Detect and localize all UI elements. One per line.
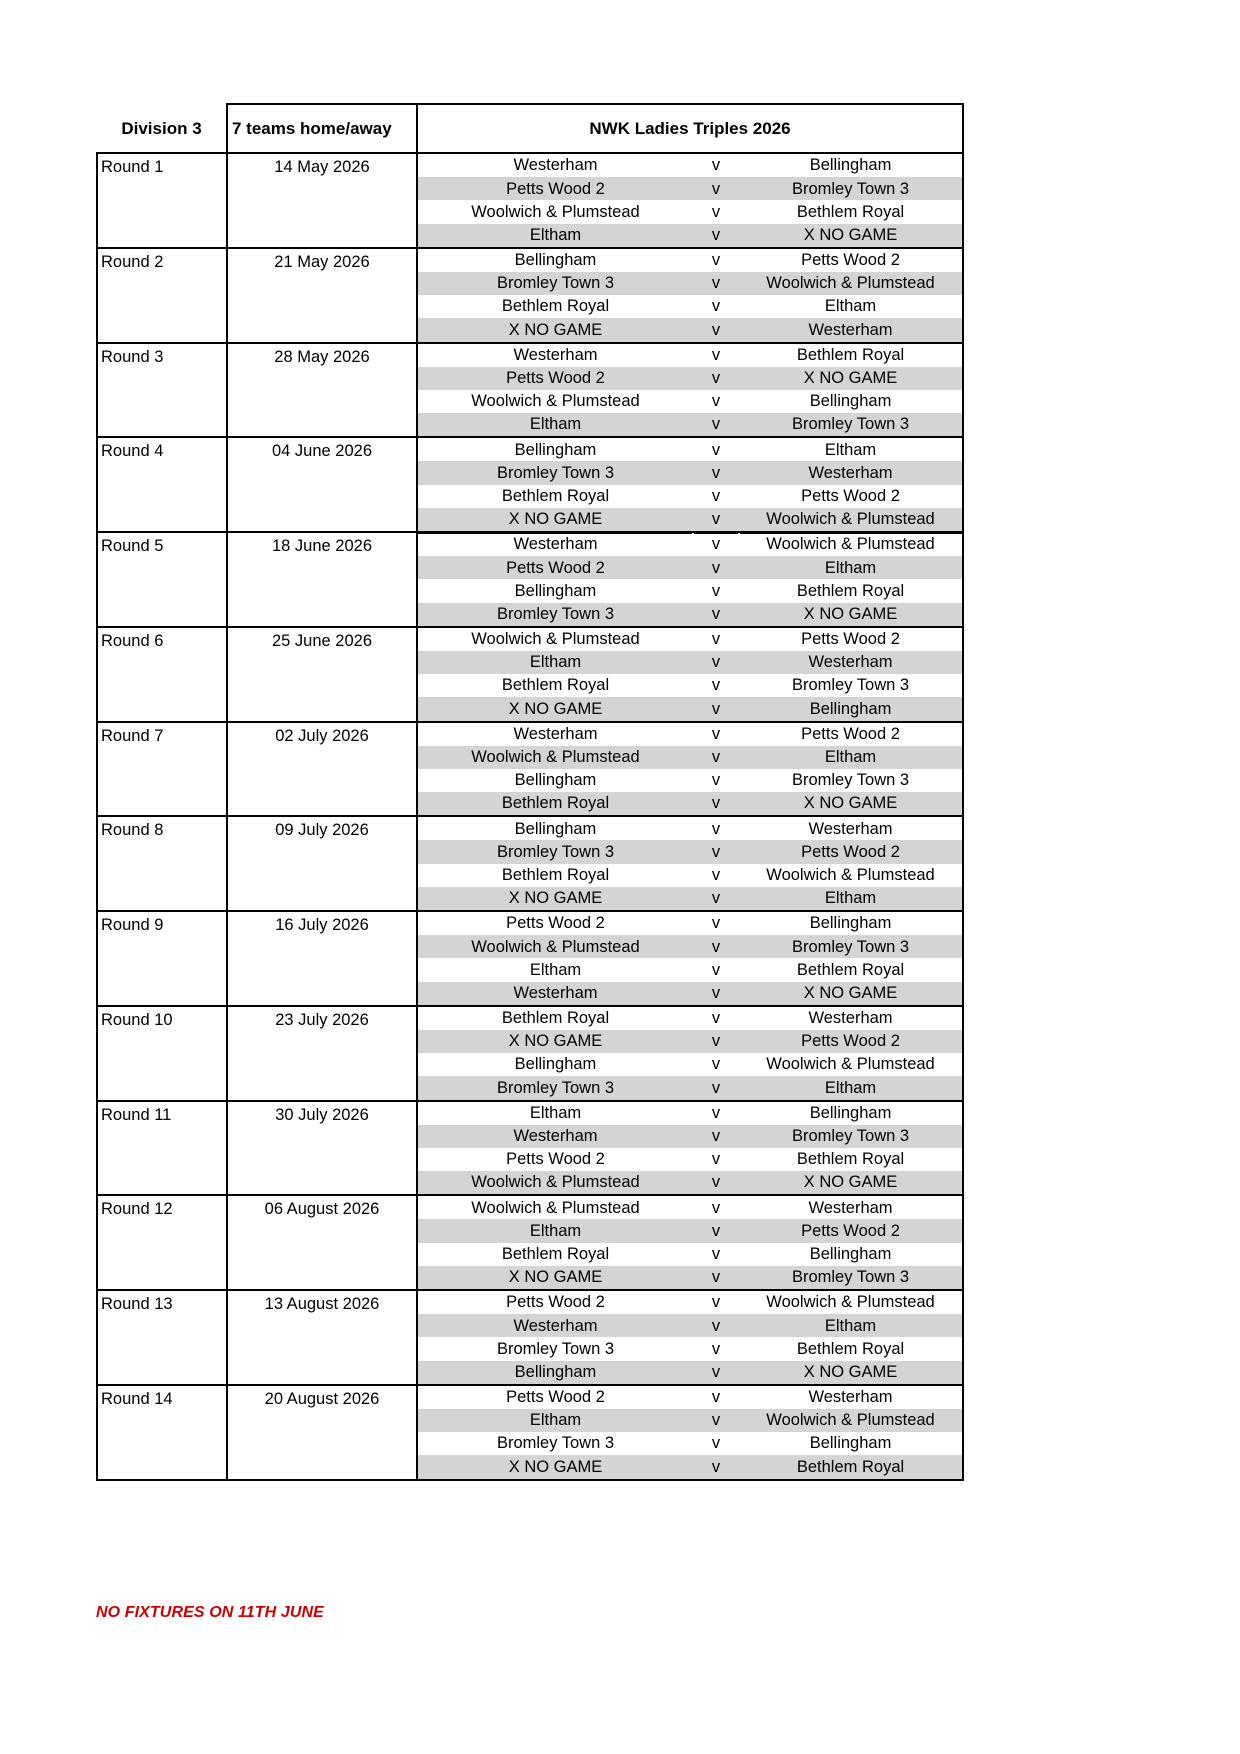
round-label: Round 8 — [97, 816, 227, 911]
round-date: 28 May 2026 — [227, 343, 417, 438]
round-label: Round 13 — [97, 1290, 227, 1385]
away-team: Bethlem Royal — [739, 343, 963, 367]
fixture-row — [97, 627, 963, 651]
round-label: Round 2 — [97, 248, 227, 343]
home-team: Bromley Town 3 — [417, 1337, 693, 1360]
home-team: X NO GAME — [417, 508, 693, 532]
home-team: Bethlem Royal — [417, 1243, 693, 1266]
round-date: 13 August 2026 — [227, 1290, 417, 1385]
versus-separator: v — [711, 440, 721, 459]
round-date: 04 June 2026 — [227, 437, 417, 532]
round-label: Round 11 — [97, 1101, 227, 1196]
versus-separator: v — [693, 887, 739, 911]
versus-separator: v — [693, 413, 739, 437]
away-team: Bellingham — [739, 911, 963, 935]
fixtures-table — [96, 103, 964, 1481]
home-team: Bethlem Royal — [417, 674, 693, 697]
home-team: Westerham — [417, 343, 693, 367]
home-team: Bethlem Royal — [417, 792, 693, 816]
versus-separator: v — [711, 1055, 721, 1074]
away-team: Bellingham — [739, 153, 963, 177]
home-team: Eltham — [417, 651, 693, 674]
versus-separator: v — [711, 581, 721, 600]
away-team: X NO GAME — [739, 1361, 963, 1385]
fixture-row — [97, 1101, 963, 1125]
versus-separator: v — [693, 746, 739, 769]
away-team: Westerham — [739, 1195, 963, 1219]
home-team: Eltham — [417, 1101, 693, 1125]
away-team: Bellingham — [739, 697, 963, 721]
fixture-row — [97, 1385, 963, 1409]
home-team: Bellingham — [417, 1361, 693, 1385]
away-team: X NO GAME — [739, 603, 963, 627]
versus-separator: v — [711, 865, 721, 884]
versus-separator: v — [711, 156, 721, 175]
away-team: Bromley Town 3 — [739, 674, 963, 697]
away-team: Eltham — [739, 887, 963, 911]
versus-separator: v — [693, 177, 739, 200]
away-team: Eltham — [739, 746, 963, 769]
away-team: Petts Wood 2 — [739, 485, 963, 508]
round-label: Round 1 — [97, 153, 227, 248]
away-team: Petts Wood 2 — [739, 722, 963, 746]
versus-separator: v — [711, 914, 721, 933]
versus-separator: v — [693, 556, 739, 579]
fixture-row — [97, 153, 963, 177]
away-team: X NO GAME — [739, 792, 963, 816]
away-team: Bellingham — [739, 1432, 963, 1455]
fixture-row — [97, 1006, 963, 1030]
footnote-no-fixtures: NO FIXTURES ON 11TH JUNE — [96, 1604, 324, 1621]
versus-separator: v — [693, 318, 739, 342]
versus-separator: v — [711, 819, 721, 838]
home-team: Petts Wood 2 — [417, 1385, 693, 1409]
home-team: Westerham — [417, 1125, 693, 1148]
away-team: Bethlem Royal — [739, 200, 963, 223]
round-date: 30 July 2026 — [227, 1101, 417, 1196]
away-team: Woolwich & Plumstead — [739, 1290, 963, 1314]
home-team: Bethlem Royal — [417, 295, 693, 318]
home-team: Petts Wood 2 — [417, 556, 693, 579]
versus-separator: v — [711, 1198, 721, 1217]
home-team: Westerham — [417, 982, 693, 1006]
fixture-row — [97, 722, 963, 746]
versus-separator: v — [693, 1076, 739, 1100]
versus-separator: v — [711, 297, 721, 316]
versus-separator: v — [711, 1388, 721, 1407]
away-team: Eltham — [739, 1076, 963, 1100]
home-team: X NO GAME — [417, 1030, 693, 1053]
away-team: Woolwich & Plumstead — [739, 1409, 963, 1432]
home-team: Bethlem Royal — [417, 1006, 693, 1030]
versus-separator: v — [693, 1125, 739, 1148]
round-date: 21 May 2026 — [227, 248, 417, 343]
versus-separator: v — [693, 272, 739, 295]
away-team: Woolwich & Plumstead — [739, 272, 963, 295]
away-team: Bellingham — [739, 1243, 963, 1266]
away-team: Eltham — [739, 1314, 963, 1337]
versus-separator: v — [711, 392, 721, 411]
home-team: Bellingham — [417, 769, 693, 792]
versus-separator: v — [711, 1103, 721, 1122]
home-team: Petts Wood 2 — [417, 367, 693, 390]
versus-separator: v — [711, 1339, 721, 1358]
fixture-row — [97, 437, 963, 461]
versus-separator: v — [711, 202, 721, 221]
versus-separator: v — [693, 1314, 739, 1337]
versus-separator: v — [693, 840, 739, 863]
versus-separator: v — [711, 960, 721, 979]
versus-separator: v — [693, 1266, 739, 1290]
versus-separator: v — [693, 1361, 739, 1385]
versus-separator: v — [711, 1150, 721, 1169]
round-date: 09 July 2026 — [227, 816, 417, 911]
home-team: Woolwich & Plumstead — [417, 746, 693, 769]
division-label: Division 3 — [97, 104, 227, 153]
away-team: Bromley Town 3 — [739, 413, 963, 437]
round-date: 20 August 2026 — [227, 1385, 417, 1480]
away-team: Bethlem Royal — [739, 579, 963, 602]
away-team: Westerham — [739, 651, 963, 674]
fixtures-body — [97, 153, 963, 1480]
home-team: X NO GAME — [417, 1455, 693, 1479]
competition-title: NWK Ladies Triples 2026 — [417, 104, 963, 153]
versus-separator: v — [693, 508, 739, 532]
versus-separator: v — [711, 630, 721, 649]
away-team: Bromley Town 3 — [739, 769, 963, 792]
away-team: Eltham — [739, 437, 963, 461]
home-team: Bromley Town 3 — [417, 1076, 693, 1100]
away-team: Bromley Town 3 — [739, 1266, 963, 1290]
versus-separator: v — [693, 792, 739, 816]
home-team: Petts Wood 2 — [417, 1148, 693, 1171]
away-team: X NO GAME — [739, 367, 963, 390]
home-team: Petts Wood 2 — [417, 911, 693, 935]
round-label: Round 3 — [97, 343, 227, 438]
versus-separator: v — [711, 1009, 721, 1028]
versus-separator: v — [711, 251, 721, 270]
table-header — [97, 104, 963, 153]
home-team: Bellingham — [417, 1053, 693, 1076]
away-team: Bromley Town 3 — [739, 935, 963, 958]
fixture-row — [97, 532, 963, 556]
fixture-row — [97, 343, 963, 367]
versus-separator: v — [693, 1171, 739, 1195]
home-team: Bromley Town 3 — [417, 603, 693, 627]
home-team: Bellingham — [417, 248, 693, 272]
away-team: Petts Wood 2 — [739, 840, 963, 863]
home-team: Bellingham — [417, 816, 693, 840]
home-team: Bellingham — [417, 579, 693, 602]
away-team: X NO GAME — [739, 224, 963, 248]
home-team: Petts Wood 2 — [417, 177, 693, 200]
home-team: Bethlem Royal — [417, 864, 693, 887]
teams-format-label: 7 teams home/away — [227, 104, 417, 153]
versus-separator: v — [693, 461, 739, 484]
fixture-sheet — [96, 103, 962, 1481]
round-date: 14 May 2026 — [227, 153, 417, 248]
home-team: Bethlem Royal — [417, 485, 693, 508]
versus-separator: v — [711, 535, 721, 554]
away-team: Westerham — [739, 1006, 963, 1030]
versus-separator: v — [693, 651, 739, 674]
away-team: Petts Wood 2 — [739, 1030, 963, 1053]
home-team: Westerham — [417, 153, 693, 177]
fixture-row — [97, 1195, 963, 1219]
versus-separator: v — [711, 1434, 721, 1453]
away-team: Bethlem Royal — [739, 1455, 963, 1479]
home-team: Woolwich & Plumstead — [417, 1171, 693, 1195]
fixture-row — [97, 248, 963, 272]
header-row — [97, 104, 963, 153]
fixture-row — [97, 1290, 963, 1314]
away-team: Petts Wood 2 — [739, 1219, 963, 1242]
versus-separator: v — [693, 1409, 739, 1432]
round-date: 18 June 2026 — [227, 532, 417, 627]
home-team: X NO GAME — [417, 887, 693, 911]
round-date: 25 June 2026 — [227, 627, 417, 722]
away-team: Westerham — [739, 318, 963, 342]
versus-separator: v — [693, 697, 739, 721]
versus-separator: v — [711, 724, 721, 743]
round-label: Round 7 — [97, 722, 227, 817]
round-label: Round 5 — [97, 532, 227, 627]
away-team: Bellingham — [739, 1101, 963, 1125]
home-team: Bromley Town 3 — [417, 1432, 693, 1455]
home-team: Eltham — [417, 958, 693, 981]
versus-separator: v — [711, 1293, 721, 1312]
away-team: Bellingham — [739, 390, 963, 413]
versus-separator: v — [711, 1244, 721, 1263]
home-team: Bromley Town 3 — [417, 272, 693, 295]
away-team: Woolwich & Plumstead — [739, 508, 963, 532]
versus-separator: v — [693, 1455, 739, 1479]
round-date: 16 July 2026 — [227, 911, 417, 1006]
away-team: Westerham — [739, 461, 963, 484]
away-team: Woolwich & Plumstead — [739, 1053, 963, 1076]
versus-separator: v — [693, 1219, 739, 1242]
home-team: Woolwich & Plumstead — [417, 627, 693, 651]
away-team: Eltham — [739, 295, 963, 318]
round-label: Round 12 — [97, 1195, 227, 1290]
away-team: Bromley Town 3 — [739, 177, 963, 200]
away-team: X NO GAME — [739, 982, 963, 1006]
home-team: Bromley Town 3 — [417, 840, 693, 863]
home-team: Woolwich & Plumstead — [417, 1195, 693, 1219]
round-label: Round 10 — [97, 1006, 227, 1101]
round-label: Round 6 — [97, 627, 227, 722]
fixture-row — [97, 911, 963, 935]
versus-separator: v — [711, 345, 721, 364]
fixture-row — [97, 816, 963, 840]
home-team: Westerham — [417, 722, 693, 746]
round-label: Round 14 — [97, 1385, 227, 1480]
away-team: Bethlem Royal — [739, 958, 963, 981]
versus-separator: v — [693, 224, 739, 248]
round-label: Round 4 — [97, 437, 227, 532]
away-team: Westerham — [739, 1385, 963, 1409]
versus-separator: v — [693, 367, 739, 390]
away-team: Bethlem Royal — [739, 1337, 963, 1360]
away-team: Woolwich & Plumstead — [739, 532, 963, 556]
home-team: X NO GAME — [417, 697, 693, 721]
round-label: Round 9 — [97, 911, 227, 1006]
versus-separator: v — [711, 771, 721, 790]
home-team: Eltham — [417, 413, 693, 437]
versus-separator: v — [693, 935, 739, 958]
home-team: Petts Wood 2 — [417, 1290, 693, 1314]
round-date: 06 August 2026 — [227, 1195, 417, 1290]
home-team: Westerham — [417, 532, 693, 556]
versus-separator: v — [693, 603, 739, 627]
away-team: Bromley Town 3 — [739, 1125, 963, 1148]
round-date: 02 July 2026 — [227, 722, 417, 817]
away-team: Westerham — [739, 816, 963, 840]
home-team: Eltham — [417, 1409, 693, 1432]
away-team: Petts Wood 2 — [739, 248, 963, 272]
versus-separator: v — [693, 982, 739, 1006]
home-team: Bellingham — [417, 437, 693, 461]
versus-separator: v — [711, 676, 721, 695]
away-team: X NO GAME — [739, 1171, 963, 1195]
home-team: Woolwich & Plumstead — [417, 935, 693, 958]
versus-separator: v — [711, 486, 721, 505]
versus-separator: v — [693, 1030, 739, 1053]
away-team: Bethlem Royal — [739, 1148, 963, 1171]
away-team: Petts Wood 2 — [739, 627, 963, 651]
home-team: Woolwich & Plumstead — [417, 200, 693, 223]
home-team: Eltham — [417, 1219, 693, 1242]
home-team: Woolwich & Plumstead — [417, 390, 693, 413]
home-team: Eltham — [417, 224, 693, 248]
home-team: Bromley Town 3 — [417, 461, 693, 484]
home-team: Westerham — [417, 1314, 693, 1337]
home-team: X NO GAME — [417, 1266, 693, 1290]
round-date: 23 July 2026 — [227, 1006, 417, 1101]
away-team: Woolwich & Plumstead — [739, 864, 963, 887]
home-team: X NO GAME — [417, 318, 693, 342]
away-team: Eltham — [739, 556, 963, 579]
